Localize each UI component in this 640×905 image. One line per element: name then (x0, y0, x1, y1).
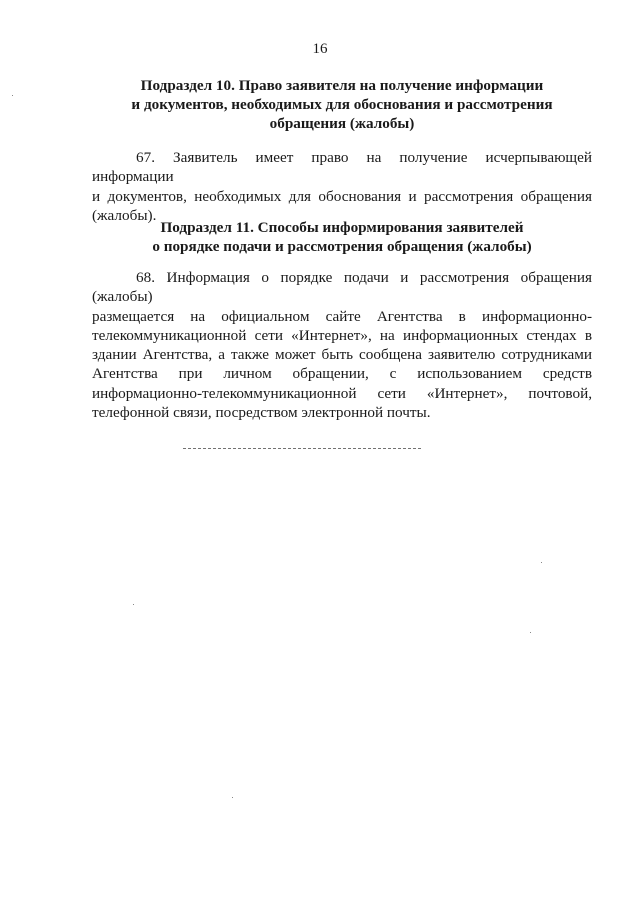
scan-speck (232, 797, 233, 798)
scan-speck (541, 562, 542, 563)
heading-line: о порядке подачи и рассмотрения обращения (жалобы) (152, 238, 532, 255)
paragraph-line: телекоммуникационной сети «Интернет», на информационных стендах в (92, 326, 592, 344)
paragraph-line: и документов, необходимых для обоснования и рассмотрения обращения (92, 187, 592, 205)
paragraph-line: (жалобы). (92, 206, 157, 224)
paragraph-line: информационно-телекоммуникационной сети «Интернет», почтовой, (92, 384, 592, 402)
heading-line: и документов, необходимых для обоснования и рассмотрения (131, 96, 553, 113)
scan-speck (530, 632, 531, 633)
heading-line: Подраздел 11. Способы информирования заявителей (160, 219, 524, 236)
heading-line: Подраздел 10. Право заявителя на получение информации (140, 77, 544, 94)
scan-speck (133, 604, 134, 605)
paragraph-line: здании Агентства, а также может быть сообщена заявителю сотрудниками (92, 346, 592, 364)
paragraph-68 (92, 268, 592, 422)
page-number: 16 (312, 41, 328, 57)
section-11-heading (92, 218, 592, 256)
paragraph-line: размещается на официальном сайте Агентства в информационно- (92, 307, 592, 325)
scan-speck (12, 95, 13, 96)
end-divider (183, 448, 421, 449)
heading-line: обращения (жалобы) (269, 115, 415, 132)
paragraph-line: 68. Информация о порядке подачи и рассмотрения обращения (жалобы) (92, 269, 592, 306)
section-10-heading (92, 76, 592, 133)
paragraph-line: телефонной связи, посредством электронной почты. (92, 404, 431, 422)
paragraph-line: Агентства при личном обращении, с использованием средств (92, 365, 592, 383)
paragraph-line: 67. Заявитель имеет право на получение исчерпывающей информации (92, 149, 592, 186)
paragraph-67 (92, 148, 592, 225)
